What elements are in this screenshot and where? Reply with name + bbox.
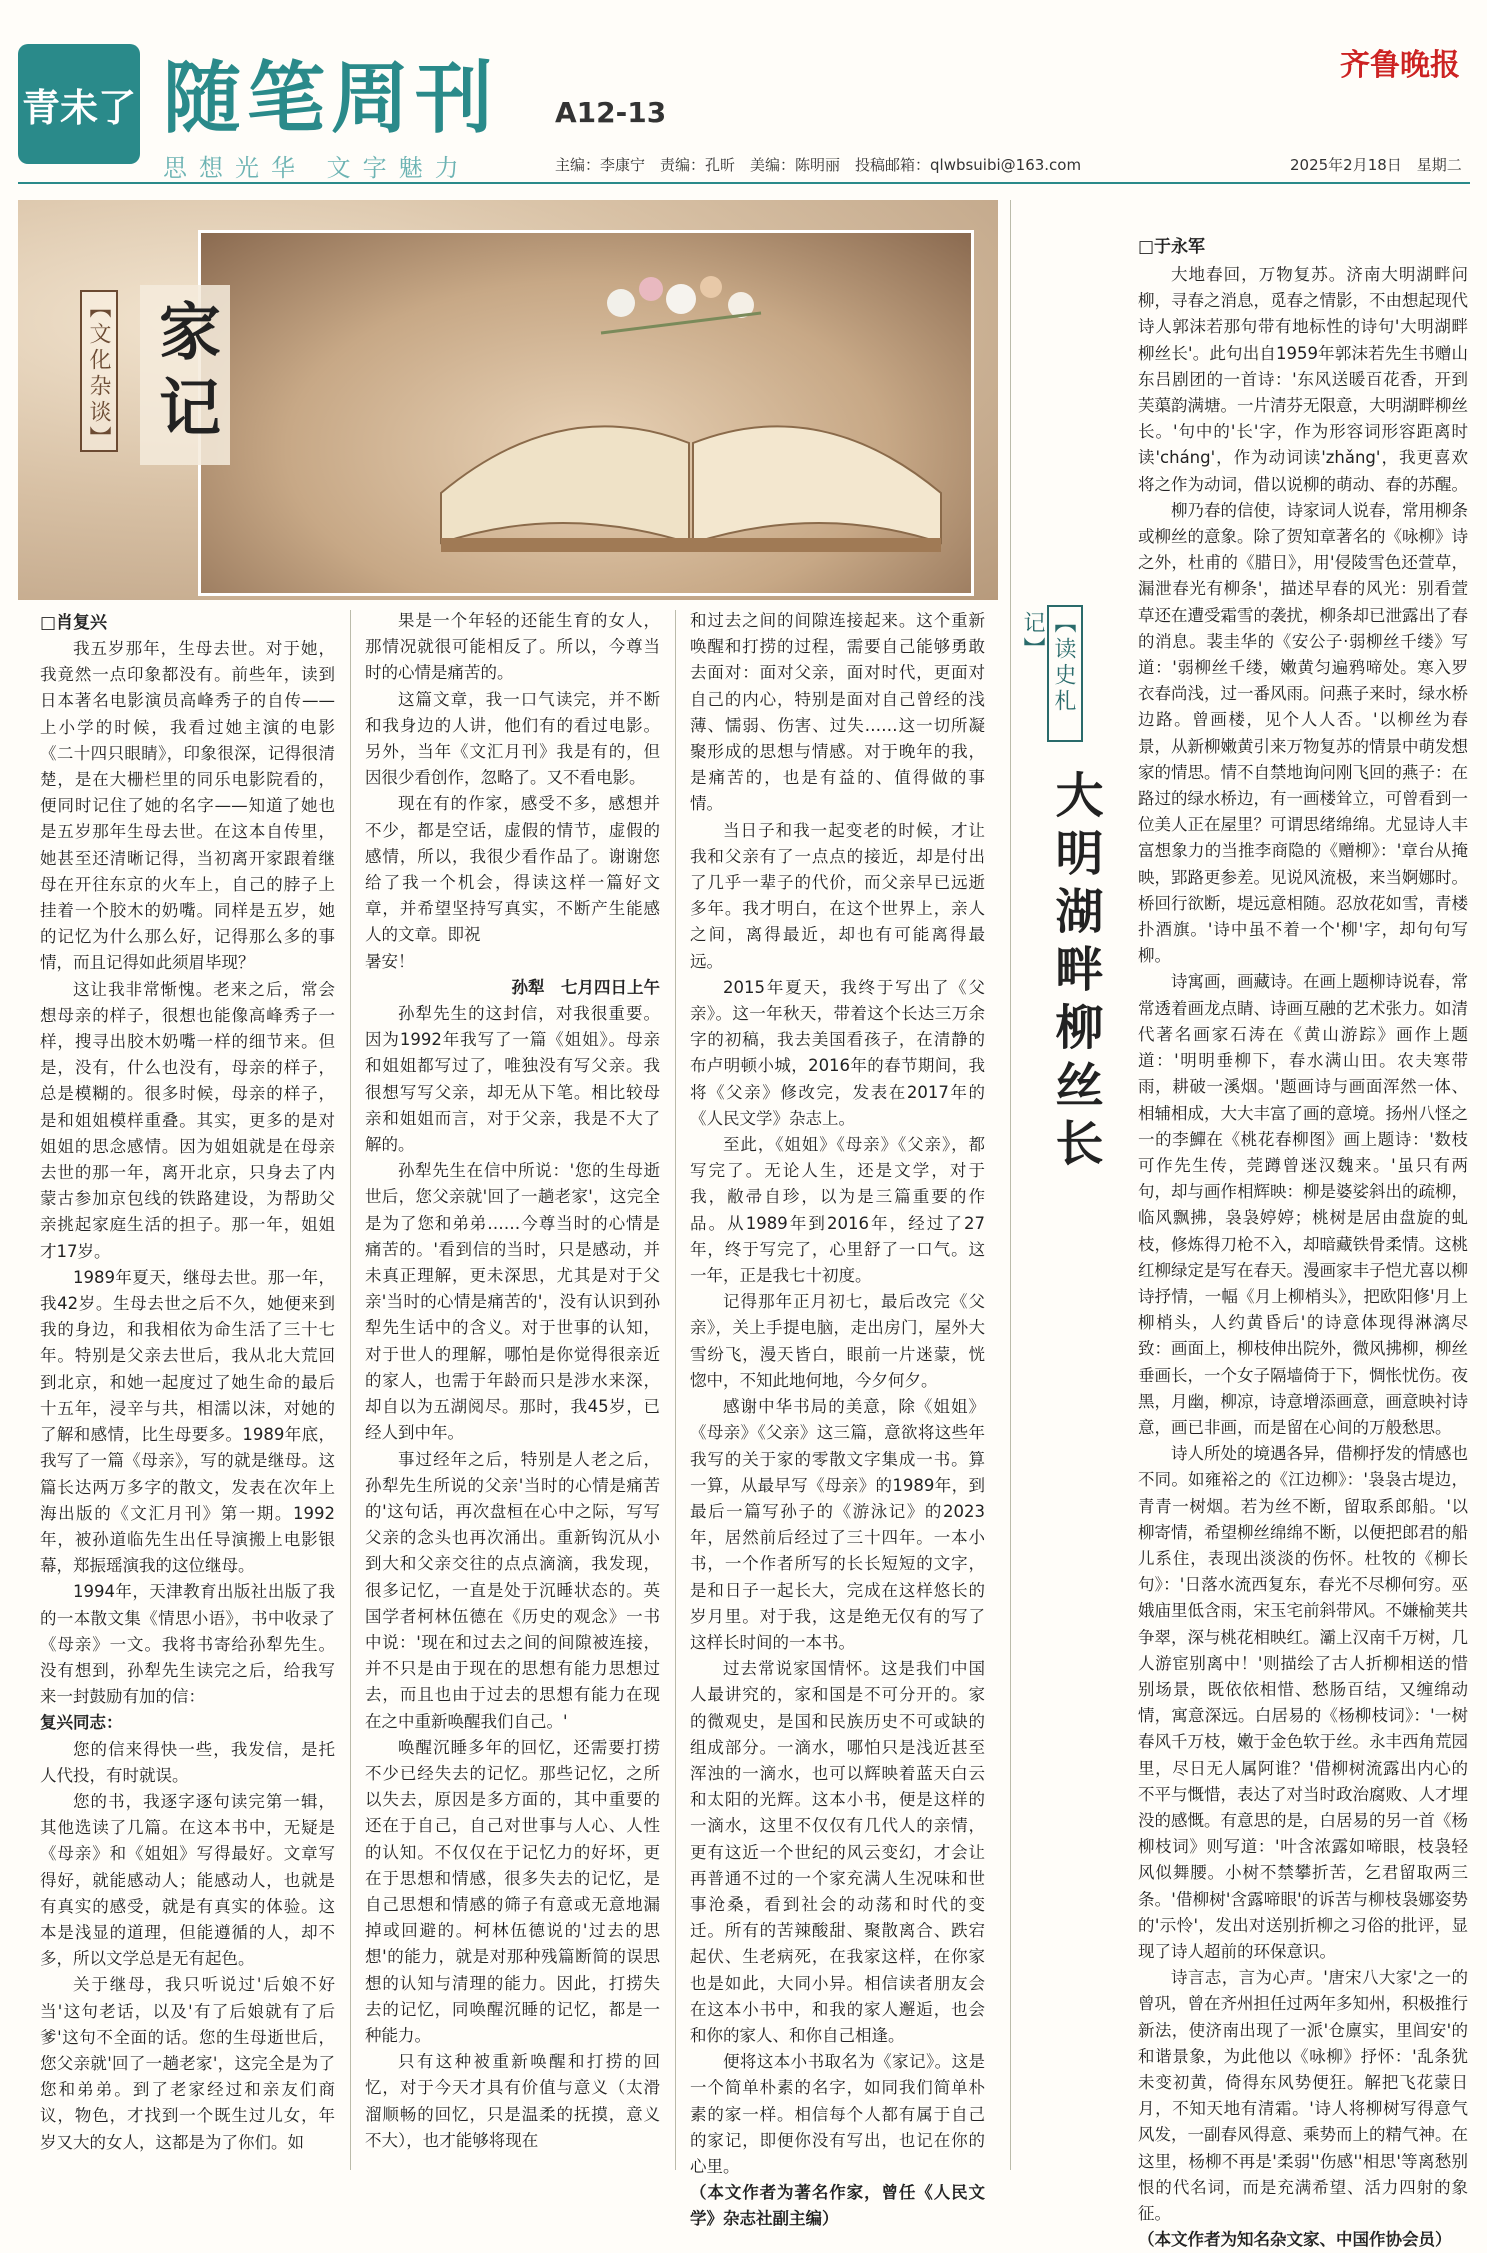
- letter-paragraph: 您的书，我逐字逐句读完第一辑，其他选读了几篇。在这本书中，无疑是《母亲》和《姐姐》写得最好。文章写得好，就能感动人；能感动人，也就是有真实的感受，就是有真实的体验。这本是浅显的道理，但能遵循的人，却不多，所以文学总是无有起色。: [40, 1791, 335, 1969]
- paragraph: 我五岁那年，生母去世。对于她，我竟然一点印象都没有。前些年，读到日本著名电影演员高峰秀子的自传——上小学的时候，我看过她主演的电影《二十四只眼睛》，印象很深，记得很清楚，是在大栅栏里的同乐电影院看的，便同时记住了她的名字——知道了她也是五岁那年生母去世。在这本自传里，她甚至还清晰记得，当初离开家跟着继母在开往东京的火车上，自己的脖子上挂着一个胶木的奶嘴。同样是五岁，她的记忆为什么那么好，记得那么多的事情，而且记得如此须眉毕现？: [40, 639, 335, 973]
- letter-paragraph: 这篇文章，我一口气读完，并不断和我身边的人讲，他们有的看过电影。另外，当年《文汇月刊》我是有的，但因很少看创作，忽略了。又不看电影。: [365, 689, 660, 788]
- article1-headline: 家记: [140, 285, 230, 465]
- masthead-logo: 青未了: [18, 44, 140, 164]
- article1-column-2: [365, 608, 660, 2171]
- letter-paragraph: 现在有的作家，感受不多，感想并不少，都是空话，虚假的情节，虚假的感情，所以，我很少看作品了。谢谢您给了我一个机会，得读这样一篇好文章，并希望坚持写真实，不断产生能感人的文章。即祝: [365, 794, 660, 945]
- paragraph: 只有这种被重新唤醒和打捞的回忆，对于今天才具有价值与意义（太滑溜顺畅的回忆，只是温柔的抚摸，意义不大），也才能够将现在: [365, 2052, 660, 2150]
- article1-byline: □肖复兴: [40, 613, 108, 633]
- paragraph: 大地春回，万物复苏。济南大明湖畔问柳，寻春之消息，觅春之情影，不由想起现代诗人郭沫若那句带有地标性的诗句'大明湖畔柳丝长'。此句出自1959年郭沫若先生书赠山东吕剧团的一首诗：'东风送暖百花香，开到芙蕖韵满塘。一片清芬无限意，大明湖畔柳丝长。'句中的'长'字，作为形容词形容距离时读'cháng'，作为动词读'zhǎng'，我更喜欢将之作为动词，借以说柳的萌动、春的苏醒。: [1138, 265, 1468, 494]
- section-title: 随笔周刊: [163, 54, 500, 144]
- newspaper-brand: 齐鲁晚报: [1340, 48, 1460, 83]
- author-note: （本文作者为著名作家，曾任《人民文学》杂志社副主编）: [690, 2183, 985, 2229]
- paragraph: 记得那年正月初七，最后改完《父亲》，关上手提电脑，走出房门，屋外大雪纷飞，漫天皆白，眼前一片迷蒙，恍惚中，不知此地何地，今夕何夕。: [690, 1292, 985, 1390]
- paragraph: 当日子和我一起变老的时候，才让我和父亲有了一点点的接近，却是付出了几乎一辈子的代价，而父亲早已远逝多年。我才明白，在这个世界上，亲人之间，离得最近，却也有可能离得最远。: [690, 820, 985, 971]
- paragraph: 便将这本小书取名为《家记》。这是一个简单朴素的名字，如同我们简单朴素的家一样。相信每个人都有属于自己的家记，即便你没有写出，也记在你的心里。: [690, 2052, 985, 2176]
- article1-column-tag: 【文化杂谈】: [80, 290, 118, 452]
- letter-salutation: 复兴同志：: [40, 1713, 123, 1733]
- section-slogan: 思想光华 文字魅力: [163, 154, 471, 182]
- letter-paragraph: 您的信来得快一些，我发信，是托人代投，有时就误。: [40, 1739, 335, 1785]
- page-number: A12-13: [555, 96, 667, 129]
- paragraph: 唤醒沉睡多年的回忆，还需要打捞不少已经失去的记忆。那些记忆，之所以失去，原因是多方面的，其中重要的还在于自己，自己对世事与人心、人性的认知。不仅仅在于记忆力的好坏，更在于思想和情感，很多失去的记忆，是自己思想和情感的筛子有意或无意地漏掉或回避的。柯林伍德说的'过去的思想'的能力，就是对那种残篇断简的误思想的认知与清理的能力。因此，打捞失去的记忆，同唤醒沉睡的记忆，都是一种能力。: [365, 1737, 660, 2045]
- paragraph: 诗言志，言为心声。'唐宋八大家'之一的曾巩，曾在齐州担任过两年多知州，积极推行新法，使济南出现了一派'仓廪实，里闾安'的和谐景象，为此他以《咏柳》抒怀：'乱条犹未变初黄，倚得东风势便狂。解把飞花蒙日月，不知天地有清霜。'诗人将柳树写得意气风发，一副春风得意、乘势而上的精气神。在这里，杨柳不再是'柔弱''伤感''相思'等离愁别恨的代名词，而是充满希望、活力四射的象征。: [1138, 1968, 1468, 2224]
- section-divider: [1010, 200, 1011, 2170]
- paragraph: 诗寓画，画藏诗。在画上题柳诗说春，常常透着画龙点睛、诗画互融的艺术张力。如清代著名画家石涛在《黄山游踪》画作上题道：'明明垂柳下，春水满山田。农夫寒带雨，耕破一溪烟。'题画诗与画面浑然一体、相辅相成，大大丰富了画的意境。扬州八怪之一的李鱓在《桃花春柳图》画上题诗：'数枝可作先生传，莞蹲曾迷汉魏来。'虽只有两句，却与画作相辉映：柳是婆娑斜出的疏柳，临风飘拂，袅袅婷婷；桃树是居由盘旋的虬枝，修炼得刀枪不入，却暗藏铁骨柔情。这桃红柳绿定是写在春天。漫画家丰子恺尤喜以柳诗抒情，一幅《月上柳梢头》，把欧阳修'月上柳梢头，人约黄昏后'的诗意体现得淋漓尽致：画面上，柳枝伸出院外，微风拂柳，柳丝垂画长，一个女子隔墙倚于下，惆怅忧伤。夜黑，月幽，柳凉，诗意增添画意，画意映衬诗意，画已非画，而是留在心间的万般愁思。: [1138, 972, 1468, 1437]
- article2-column: [1138, 262, 1468, 2250]
- article1-column-3: [690, 608, 985, 2229]
- open-book-illustration: [431, 353, 951, 553]
- letter-signature: 孙犁 七月四日上午: [511, 977, 660, 997]
- issue-date: 2025年2月18日 星期二: [1290, 156, 1462, 174]
- letter-closing: 暑安！: [365, 951, 415, 971]
- paragraph: 孙犁先生的这封信，对我很重要。因为1992年我写了一篇《姐姐》。母亲和姐姐都写过了，唯独没有写父亲。我很想写写父亲，却无从下笔。相比较母亲和姐姐而言，对于父亲，我是不大了解的。: [365, 1004, 660, 1155]
- article2-headline: 大明湖畔柳丝长: [1047, 770, 1103, 1176]
- article1-column-1: [40, 636, 335, 2171]
- column-divider: [350, 610, 351, 2170]
- book-photo-frame: [198, 230, 974, 596]
- paragraph: 至此，《姐姐》《母亲》《父亲》，都写完了。无论人生，还是文学，对于我，敝帚自珍，以为是三篇重要的作品。从1989年到2016年，经过了27年，终于写完了，心里舒了一口气。这一年，正是我七十初度。: [690, 1135, 985, 1286]
- paragraph: 感谢中华书局的美意，除《姐姐》《母亲》《父亲》这三篇，意欲将这些年我写的关于家的零散文字集成一书。算一算，从最早写《母亲》的1989年，到最后一篇写孙子的《游泳记》的2023年，居然前后经过了三十四年。一本小书，一个作者所写的长长短短的文字，是和日子一起长大，完成在这样悠长的岁月里。对于我，这是绝无仅有的写了这样长时间的一本书。: [690, 1397, 985, 1652]
- column-divider: [675, 610, 676, 2170]
- paragraph: 诗人所处的境遇各异，借柳抒发的情感也不同。如雍裕之的《江边柳》：'袅袅古堤边，青青一树烟。若为丝不断，留取系郎船。'以柳寄情，希望柳丝绵绵不断，以便把郎君的船儿系住，表现出淡淡的伤怀。杜牧的《柳长句》：'日落水流西复东，春光不尽柳何穷。巫娥庙里低含雨，宋玉宅前斜带风。不嫌榆荚共争翠，深与桃花相映红。灞上汉南千万树，几人游宦别离中！'则描绘了古人折柳相送的惜别场景，既依依相惜、愁肠百结，又缠绵动情，寓意深远。白居易的《杨柳枝词》：'一树春风千万枝，嫩于金色软于丝。永丰西角荒园里，尽日无人属阿谁？'借柳树流露出内心的不平与慨惜，表达了对当时政治腐败、人才埋没的感慨。有意思的是，白居易的另一首《杨柳枝词》则写道：'叶含浓露如啼眼，枝袅轻风似舞腰。小树不禁攀折苦，乞君留取两三条。'借柳树'含露啼眼'的诉苦与柳枝袅娜姿势的'示怜'，发出对送别折柳之习俗的批评，显现了诗人超前的环保意识。: [1138, 1444, 1468, 1961]
- letter-paragraph: 果是一个年轻的还能生育的女人，那情况就很可能相反了。所以，今尊当时的心情是痛苦的。: [365, 611, 660, 683]
- paragraph: 2015年夏天，我终于写出了《父亲》。这一年秋天，带着这个长达三万余字的初稿，我去美国看孩子，在清静的布卢明顿小城，2016年的春节期间，我将《父亲》修改完，发表在2017年的《人民文学》杂志上。: [690, 977, 985, 1128]
- header-divider: [18, 182, 1470, 184]
- staff-credits: 主编：李康宁 责编：孔昕 美编：陈明丽 投稿邮箱：qlwbsuibi@163.com: [555, 156, 1082, 174]
- article2-byline: □于永军: [1138, 237, 1206, 257]
- paragraph: 1994年，天津教育出版社出版了我的一本散文集《情思小语》，书中收录了《母亲》一文。我将书寄给孙犁先生。没有想到，孙犁先生读完之后，给我写来一封鼓励有加的信：: [40, 1582, 335, 1707]
- article2-column-tag: 【读史札记】: [1047, 605, 1083, 742]
- paragraph: 和过去之间的间隙连接起来。这个重新唤醒和打捞的过程，需要自己能够勇敢去面对：面对父亲，面对时代，更面对自己的内心，特别是面对自己曾经的浅薄、懦弱、伤害、过失……这一切所凝聚形成的思想与情感。对于晚年的我，是痛苦的，也是有益的、值得做的事情。: [690, 611, 985, 814]
- paragraph: 1989年夏天，继母去世。那一年，我42岁。生母去世之后不久，她便来到我的身边，和我相依为命生活了三十七年。特别是父亲去世后，我从北大荒回到北京，和她一起度过了她生命的最后十五年，浸辛与共，相濡以沫，对她的了解和感情，比生母要多。1989年底，我写了一篇《母亲》，写的就是继母。这篇长达两万多字的散文，发表在次年上海出版的《文汇月刊》第一期。1992年，被孙道临先生出任导演搬上电影银幕，郑振瑶演我的这位继母。: [40, 1267, 335, 1576]
- paragraph: 柳乃春的信使，诗家词人说春，常用柳条或柳丝的意象。除了贺知章著名的《咏柳》诗之外，杜甫的《腊日》，用'侵陵雪色还萱草，漏泄春光有柳条'，描述早春的风光：别看萱草还在遭受霜雪的袭扰，柳条却已泄露出了春的消息。裴圭华的《安公子·弱柳丝千缕》写道：'弱柳丝千缕，嫩黄匀遍鸦啼处。寒入罗衣春尚浅，过一番风雨。问燕子来时，绿水桥边路。曾画楼，见个人人否。'以柳丝为春景，从新柳嫩黄引来万物复苏的情景中萌发想家的情思。情不自禁地询问刚飞回的燕子：在路过的绿水桥边，有一画楼耸立，可曾看到一位美人正在屋里？可谓思绪绵绵。尤显诗人丰富想象力的当推李商隐的《赠柳》：'章台从掩映，郢路更参差。见说风流极，来当婀娜时。桥回行欲断，堤远意相随。忍放花如雪，青楼扑酒旗。'诗中虽不着一个'柳'字，却句句写柳。: [1138, 500, 1468, 966]
- paragraph: 孙犁先生在信中所说：'您的生母逝世后，您父亲就'回了一趟老家'，这完全是为了您和弟弟……今尊当时的心情是痛苦的。'看到信的当时，只是感动，并未真正理解，更未深思，尤其是对于父亲'当时的心情是痛苦的'，没有认识到孙犁先生话中的含义。对于世事的认知，对于世人的理解，哪怕是你觉得很亲近的家人，也需于年龄而只是涉水来深，却自以为五湖阅尽。那时，我45岁，已经人到中年。: [365, 1161, 660, 1443]
- paragraph: 过去常说家国情怀。这是我们中国人最讲究的，家和国是不可分开的。家的微观史，是国和民族历史不可或缺的组成部分。一滴水，哪怕只是浅近甚至浑浊的一滴水，也可以辉映着蓝天白云和太阳的光辉。这本小书，便是这样的一滴水，这里不仅仅有几代人的亲情，更有这近一个世纪的风云变幻，才会让再普通不过的一个家充满人生况味和世事沧桑，看到社会的动荡和时代的变迁。所有的苦辣酸甜、聚散离合、跌宕起伏、生老病死，在我家这样，在你家也是如此，大同小异。相信读者朋友会在这本小书中，和我的家人邂逅，也会和你的家人、和你自己相逢。: [690, 1659, 985, 2045]
- letter-paragraph: 关于继母，我只听说过'后娘不好当'这句老话，以及'有了后娘就有了后爹'这句不全面的话。您的生母逝世后，您父亲就'回了一趟老家'，这完全是为了您和弟弟。到了老家经过和亲友们商议，物色，才找到一个既生过儿女，年岁又大的女人，这都是为了你们。如: [40, 1975, 335, 2152]
- paragraph: 这让我非常惭愧。老来之后，常会想母亲的样子，很想也能像高峰秀子一样，搜寻出胶木奶嘴一样的细节来。但是，没有，什么也没有，母亲的样子，总是模糊的。很多时候，母亲的样子，是和姐姐模样重叠。其实，更多的是对姐姐的思念感情。因为姐姐就是在母亲去世的那一年，离开北京，只身去了内蒙古参加京包线的铁路建设，为帮助父亲挑起家庭生活的担子。那一年，姐姐才17岁。: [40, 979, 335, 1261]
- flowers-illustration: [581, 253, 781, 343]
- paragraph: 事过经年之后，特别是人老之后，孙犁先生所说的父亲'当时的心情是痛苦的'这句话，再次盘桓在心中之际，写写父亲的念头也再次涌出。重新钩沉从小到大和父亲交往的点点滴滴，我发现，很多记忆，一直是处于沉睡状态的。英国学者柯林伍德在《历史的观念》一书中说：'现在和过去之间的间隙被连接，并不只是由于现在的思想有能力思想过去，而且也由于过去的思想有能力在现在之中重新唤醒我们自己。': [365, 1449, 660, 1731]
- author-note: （本文作者为知名杂文家、中国作协会员）: [1138, 2230, 1452, 2250]
